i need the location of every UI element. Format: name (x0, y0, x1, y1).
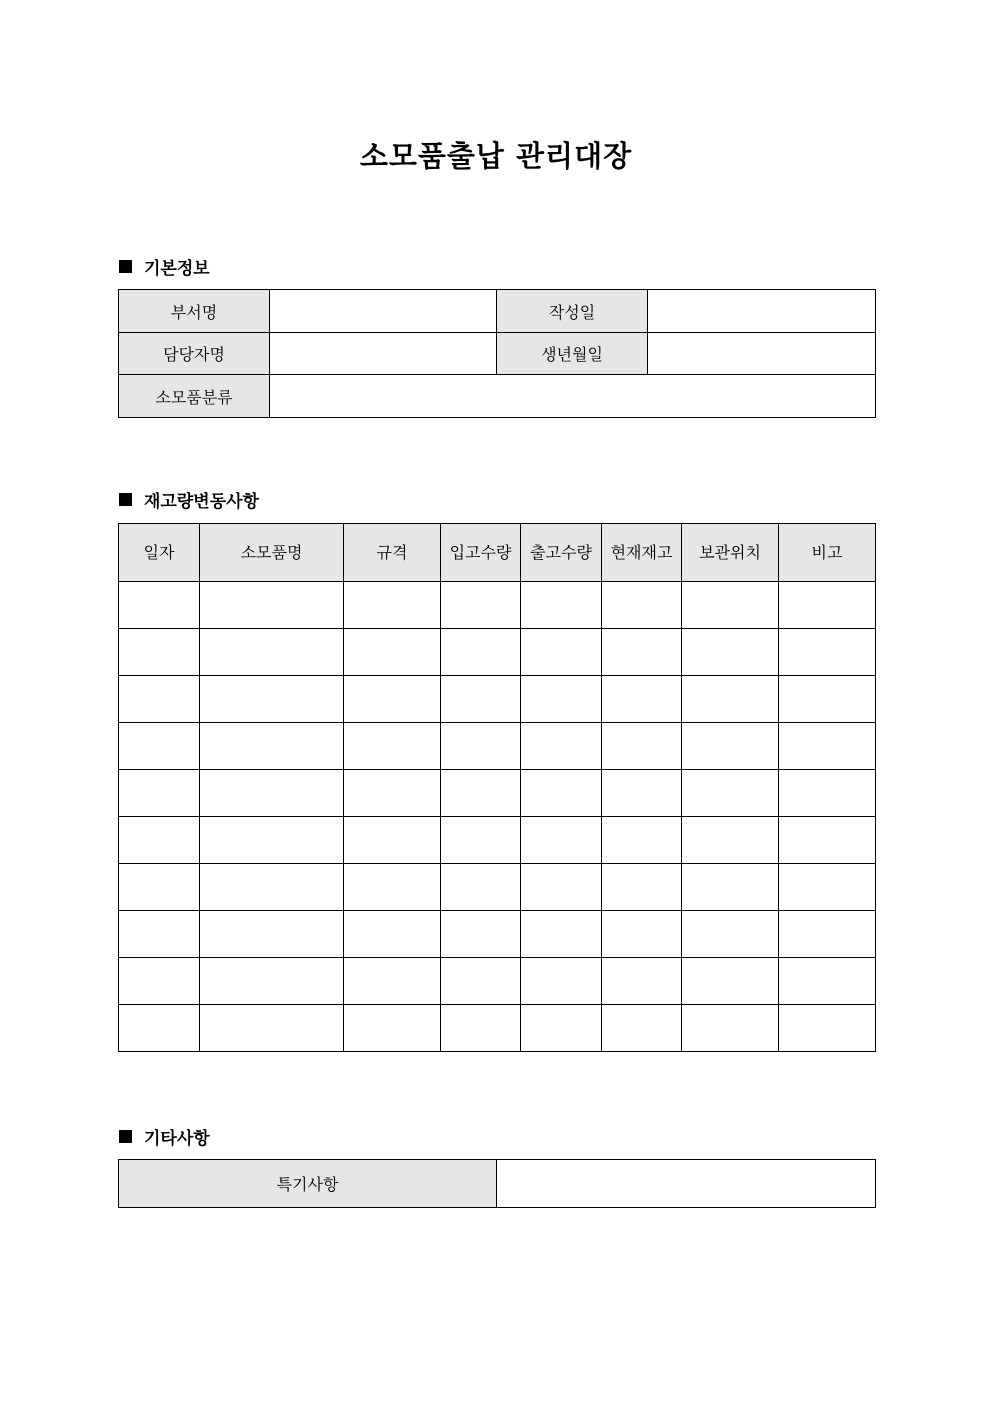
table-cell[interactable] (682, 676, 779, 723)
table-cell[interactable] (119, 723, 200, 770)
table-cell[interactable] (779, 582, 876, 629)
table-cell[interactable] (779, 723, 876, 770)
table-cell[interactable] (602, 723, 682, 770)
table-cell[interactable] (521, 723, 602, 770)
table-cell[interactable] (682, 770, 779, 817)
table-row (119, 290, 876, 333)
table-cell[interactable] (779, 770, 876, 817)
table-cell[interactable] (344, 676, 441, 723)
table-cell[interactable] (779, 958, 876, 1005)
section-title: 기본정보 (144, 259, 210, 279)
table-row (119, 676, 876, 723)
table-row (119, 582, 876, 629)
table-cell[interactable] (200, 911, 344, 958)
department-label: 부서명 (119, 290, 270, 333)
table-cell[interactable] (119, 911, 200, 958)
other-info-table (118, 1159, 876, 1208)
category-field[interactable] (270, 375, 876, 418)
table-cell[interactable] (602, 911, 682, 958)
manager-label: 담당자명 (119, 333, 270, 375)
table-row (119, 629, 876, 676)
table-row (119, 333, 876, 375)
table-cell[interactable] (779, 629, 876, 676)
table-cell[interactable] (344, 770, 441, 817)
column-header-date: 일자 (119, 524, 200, 582)
table-cell[interactable] (521, 629, 602, 676)
table-cell[interactable] (682, 723, 779, 770)
table-cell[interactable] (441, 723, 521, 770)
table-row (119, 375, 876, 418)
table-cell[interactable] (682, 629, 779, 676)
table-cell[interactable] (200, 582, 344, 629)
basic-info-table (118, 289, 876, 418)
table-row (119, 817, 876, 864)
table-cell[interactable] (119, 1005, 200, 1052)
table-cell[interactable] (441, 911, 521, 958)
table-cell[interactable] (441, 817, 521, 864)
table-cell[interactable] (200, 1005, 344, 1052)
table-cell[interactable] (779, 817, 876, 864)
table-cell[interactable] (344, 817, 441, 864)
table-row (119, 1005, 876, 1052)
table-cell[interactable] (441, 582, 521, 629)
department-field[interactable] (270, 290, 497, 333)
table-cell[interactable] (200, 629, 344, 676)
table-cell[interactable] (682, 582, 779, 629)
section-heading-other (119, 1124, 210, 1149)
table-cell[interactable] (441, 958, 521, 1005)
table-cell[interactable] (779, 1005, 876, 1052)
column-header-current-stock: 현재재고 (602, 524, 682, 582)
table-cell[interactable] (682, 864, 779, 911)
category-label: 소모품분류 (119, 375, 270, 418)
table-cell[interactable] (779, 864, 876, 911)
special-notes-label: 특기사항 (119, 1160, 497, 1208)
table-cell[interactable] (119, 958, 200, 1005)
birth-date-field[interactable] (648, 333, 876, 375)
table-row (119, 911, 876, 958)
table-cell[interactable] (521, 770, 602, 817)
table-cell[interactable] (200, 770, 344, 817)
table-cell[interactable] (682, 1005, 779, 1052)
table-cell[interactable] (119, 629, 200, 676)
table-cell[interactable] (521, 676, 602, 723)
table-row (119, 723, 876, 770)
table-row (119, 770, 876, 817)
table-cell[interactable] (119, 582, 200, 629)
table-cell[interactable] (200, 958, 344, 1005)
table-cell[interactable] (344, 1005, 441, 1052)
table-cell[interactable] (344, 629, 441, 676)
table-cell[interactable] (344, 911, 441, 958)
table-row (119, 958, 876, 1005)
table-cell[interactable] (119, 676, 200, 723)
table-cell[interactable] (200, 817, 344, 864)
inventory-rows (119, 582, 876, 1052)
table-cell[interactable] (682, 817, 779, 864)
table-cell[interactable] (441, 770, 521, 817)
column-header-received-qty: 입고수량 (441, 524, 521, 582)
table-cell[interactable] (521, 1005, 602, 1052)
manager-field[interactable] (270, 333, 497, 375)
column-header-item-name: 소모품명 (200, 524, 344, 582)
table-cell[interactable] (521, 582, 602, 629)
table-cell[interactable] (119, 864, 200, 911)
table-cell[interactable] (521, 958, 602, 1005)
table-cell[interactable] (602, 958, 682, 1005)
table-cell[interactable] (602, 817, 682, 864)
section-heading-inventory (119, 487, 259, 512)
table-cell[interactable] (441, 1005, 521, 1052)
table-cell[interactable] (441, 676, 521, 723)
square-bullet-icon (119, 493, 132, 506)
table-cell[interactable] (682, 911, 779, 958)
table-cell[interactable] (682, 958, 779, 1005)
column-header-remarks: 비고 (779, 524, 876, 582)
date-label: 작성일 (497, 290, 648, 333)
table-cell[interactable] (441, 864, 521, 911)
table-row (119, 1160, 876, 1208)
page-title: 소모품출납 관리대장 (359, 139, 633, 173)
table-header-row (119, 524, 876, 582)
table-cell[interactable] (344, 864, 441, 911)
table-cell[interactable] (200, 676, 344, 723)
table-cell[interactable] (521, 911, 602, 958)
section-title: 기타사항 (144, 1129, 210, 1149)
table-cell[interactable] (602, 864, 682, 911)
table-cell[interactable] (521, 864, 602, 911)
square-bullet-icon (119, 1130, 132, 1143)
table-cell[interactable] (344, 958, 441, 1005)
section-heading-basic-info (119, 254, 210, 279)
inventory-table (118, 523, 876, 1052)
table-cell[interactable] (602, 676, 682, 723)
table-cell[interactable] (521, 817, 602, 864)
table-cell[interactable] (344, 582, 441, 629)
table-cell[interactable] (602, 629, 682, 676)
date-field[interactable] (648, 290, 876, 333)
special-notes-field[interactable] (497, 1160, 876, 1208)
table-cell[interactable] (602, 1005, 682, 1052)
column-header-spec: 규격 (344, 524, 441, 582)
table-cell[interactable] (779, 676, 876, 723)
table-cell[interactable] (602, 582, 682, 629)
table-row (119, 864, 876, 911)
table-cell[interactable] (344, 723, 441, 770)
table-cell[interactable] (200, 723, 344, 770)
table-cell[interactable] (200, 864, 344, 911)
table-cell[interactable] (119, 817, 200, 864)
square-bullet-icon (119, 260, 132, 273)
birth-date-label: 생년월일 (497, 333, 648, 375)
section-title: 재고량변동사항 (144, 492, 259, 512)
column-header-issued-qty: 출고수량 (521, 524, 602, 582)
table-cell[interactable] (119, 770, 200, 817)
table-cell[interactable] (441, 629, 521, 676)
column-header-storage-location: 보관위치 (682, 524, 779, 582)
table-cell[interactable] (602, 770, 682, 817)
table-cell[interactable] (779, 911, 876, 958)
